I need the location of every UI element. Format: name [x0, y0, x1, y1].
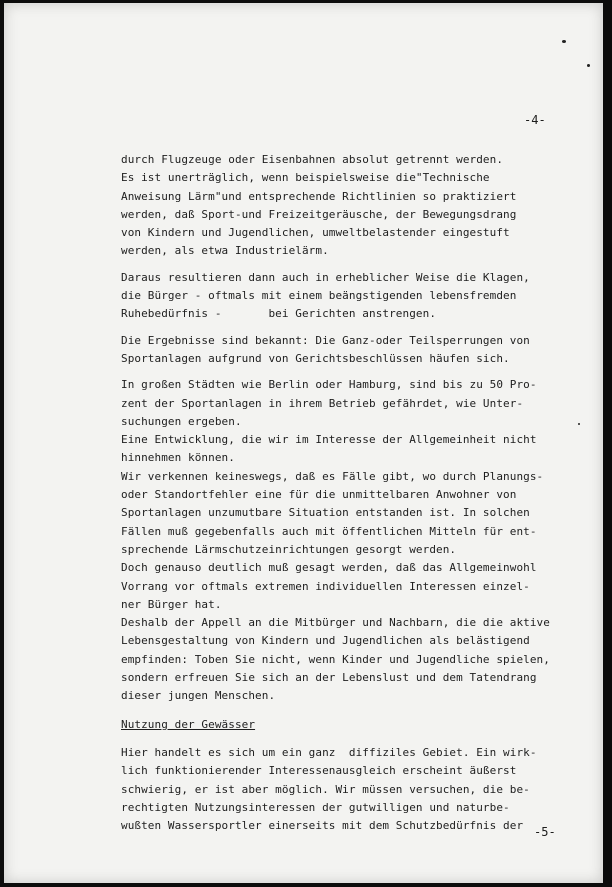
text-line: oder Standortfehler eine für die unmittelbaren Anwohner von	[121, 488, 517, 502]
section-heading: Nutzung der Gewässer	[121, 717, 256, 731]
text-line: hinnehmen können.	[121, 451, 235, 465]
text-line: dieser jungen Menschen.	[121, 689, 276, 703]
text-line: von Kindern und Jugendlichen, umweltbelastender eingestuft	[121, 226, 510, 240]
text-line: zent der Sportanlagen in ihrem Betrieb gefährdet, wie Unter-	[121, 396, 524, 410]
text-line: suchungen ergeben.	[121, 414, 242, 428]
text-line: lich funktionierender Interessenausgleich erscheint äußerst	[121, 764, 517, 778]
text-line: ner Bürger hat.	[121, 597, 222, 611]
text-line: Vorrang vor oftmals extremen individuellen Interessen einzel-	[121, 579, 530, 593]
text-line: Eine Entwicklung, die wir im Interesse der Allgemeinheit nicht	[121, 433, 537, 447]
text-line: schwierig, er ist aber möglich. Wir müssen versuchen, die be-	[121, 782, 530, 796]
text-line: Doch genauso deutlich muß gesagt werden, daß das Allgemeinwohl	[121, 561, 537, 575]
scan-speck	[578, 423, 580, 425]
text-line: Sportanlagen aufgrund von Gerichtsbeschlüssen häufen sich.	[121, 351, 510, 365]
text-line: sprechende Lärmschutzeinrichtungen gesorgt werden.	[121, 542, 457, 556]
text-line: wußten Wassersportler einerseits mit dem Schutzbedürfnis der	[121, 819, 524, 833]
text-line: In großen Städten wie Berlin oder Hamburg, sind bis zu 50 Pro-	[121, 378, 537, 392]
text-line: Die Ergebnisse sind bekannt: Die Ganz-oder Teilsperrungen von	[121, 333, 530, 347]
text-line: werden, als etwa Industrielärm.	[121, 244, 329, 258]
text-line: werden, daß Sport-und Freizeitgeräusche, der Bewegungsdrang	[121, 207, 517, 221]
paragraph	[121, 376, 561, 705]
text-line: Hier handelt es sich um ein ganz diffiziles Gebiet. Ein wirk-	[121, 745, 537, 759]
scan-speck	[562, 40, 566, 43]
text-line: Sportanlagen unzumutbare Situation entstanden ist. In solchen	[121, 506, 530, 520]
paragraph	[121, 332, 561, 369]
text-line: rechtigten Nutzungsinteressen der gutwilligen und naturbe-	[121, 800, 510, 814]
text-line: durch Flugzeuge oder Eisenbahnen absolut getrennt werden.	[121, 153, 504, 166]
scan-speck	[587, 64, 590, 67]
text-line: Es ist unerträglich, wenn beispielsweise die"Technische	[121, 171, 490, 185]
text-line: die Bürger - oftmals mit einem beängstigenden lebensfremden	[121, 289, 517, 303]
final-paragraph	[121, 744, 561, 835]
text-line: Fällen muß gegebenfalls auch mit öffentlichen Mitteln für ent-	[121, 524, 537, 538]
text-line: Anweisung Lärm"und entsprechende Richtlinien so praktiziert	[121, 189, 517, 203]
paragraph	[121, 269, 561, 324]
text-line: Lebensgestaltung von Kindern und Jugendlichen als belästigend	[121, 634, 530, 648]
text-line: Wir verkennen keineswegs, daß es Fälle gibt, wo durch Planungs-	[121, 469, 544, 483]
text-line: Ruhebedürfnis - bei Gerichten anstrengen.	[121, 307, 437, 321]
text-line: sondern erfreuen Sie sich an der Lebenslust und dem Tatendrang	[121, 671, 537, 685]
page-number-bottom: -5-	[534, 825, 556, 839]
text-line: Daraus resultieren dann auch in erheblicher Weise die Klagen,	[121, 270, 530, 284]
paragraph	[121, 151, 561, 261]
document-body	[121, 151, 561, 835]
page-number-top: -4-	[524, 113, 546, 127]
text-line: empfinden: Toben Sie nicht, wenn Kinder und Jugendliche spielen,	[121, 652, 550, 666]
paragraphs	[121, 151, 561, 706]
document-page	[4, 3, 603, 883]
text-line: Deshalb der Appell an die Mitbürger und Nachbarn, die die aktive	[121, 616, 550, 630]
